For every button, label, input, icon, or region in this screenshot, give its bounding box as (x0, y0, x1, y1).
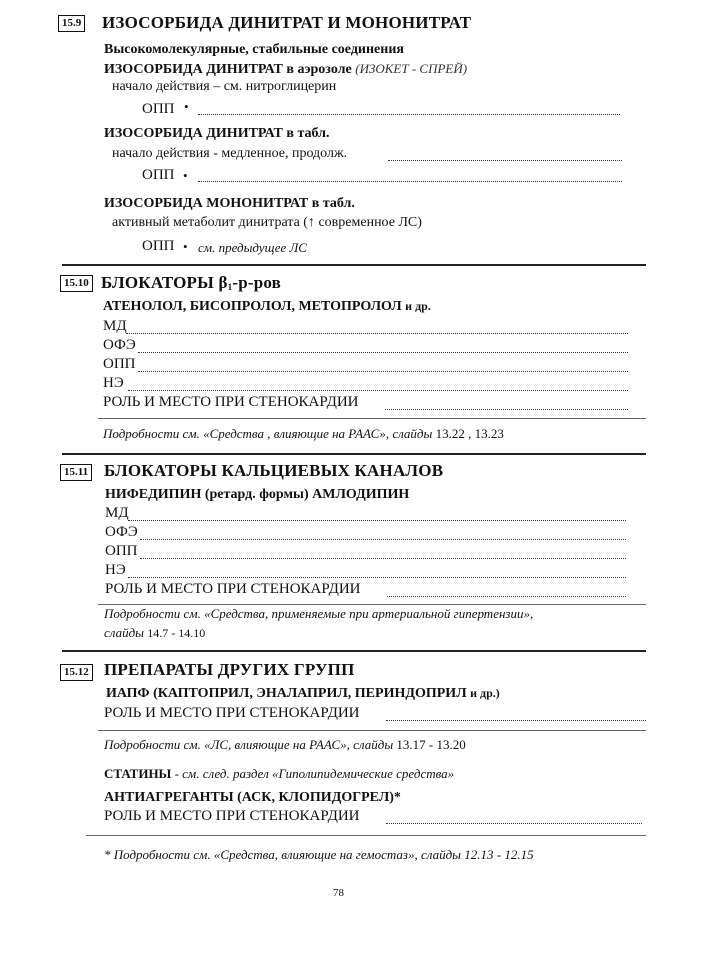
section-number-15-9: 15.9 (58, 15, 85, 32)
footnote-slides: 12.13 - 12.15 (464, 847, 534, 862)
blank-line-role-antiagr[interactable] (386, 823, 642, 824)
aerosol-note: (ИЗОКЕТ - СПРЕЙ) (355, 61, 468, 76)
bullet-icon: • (183, 239, 188, 254)
row-ofe: ОФЭ (103, 337, 136, 353)
blank-line-role-iapf[interactable] (386, 720, 646, 721)
beta-blockers-tail: и др. (405, 299, 431, 313)
row-role: РОЛЬ И МЕСТО ПРИ СТЕНОКАРДИИ (105, 581, 361, 597)
ref-hypertension-slides-label: слайды (104, 625, 144, 640)
section-title-15-12: ПРЕПАРАТЫ ДРУГИХ ГРУПП (104, 660, 355, 679)
opp-label-3: ОПП (142, 238, 175, 254)
row-ofe: ОФЭ (105, 524, 138, 540)
row-opp: ОПП (103, 356, 136, 372)
title-subscript: 1 (227, 282, 233, 292)
blank-line-md[interactable] (126, 333, 628, 334)
mononitrate-line: активный метаболит динитрата (↑ современное ЛС) (112, 215, 422, 230)
ref-raas-2-text: Подробности см. «ЛС, влияющие на РААС», слайды (104, 737, 394, 752)
tablet-dinitrate-title: ИЗОСОРБИДА ДИНИТРАТ в табл. (104, 126, 330, 141)
row-ne: НЭ (103, 375, 124, 391)
blank-line-ofe[interactable] (140, 539, 626, 540)
row-opp: ОПП (105, 543, 138, 559)
opp-3-note: см. предыдущее ЛС (198, 240, 307, 255)
aerosol-title (104, 61, 467, 78)
role-iapf: РОЛЬ И МЕСТО ПРИ СТЕНОКАРДИИ (104, 705, 360, 721)
ref-hypertension-2 (104, 625, 205, 641)
row-md: МД (103, 318, 127, 334)
subtitle-stable: Высокомолекулярные, стабильные соединения (104, 42, 404, 57)
title-part-b: -р-ров (232, 273, 282, 292)
blank-line-opp-2[interactable] (198, 181, 622, 182)
role-antiaggregants: РОЛЬ И МЕСТО ПРИ СТЕНОКАРДИИ (104, 808, 360, 824)
blank-line-role[interactable] (385, 409, 628, 410)
beta-blockers-list (103, 299, 431, 315)
iapf-drugs: ИАПФ (КАПТОПРИЛ, ЭНАЛАПРИЛ, ПЕРИНДОПРИЛ (106, 686, 467, 701)
bullet-icon: • (183, 168, 188, 183)
thin-divider (98, 730, 646, 731)
title-part-a: БЛОКАТОРЫ β (101, 273, 228, 292)
blank-line-opp-1[interactable] (198, 114, 620, 115)
antiaggregants-title: АНТИАГРЕГАНТЫ (АСК, КЛОПИДОГРЕЛ)* (104, 790, 401, 805)
blank-line-onset[interactable] (388, 160, 622, 161)
thin-divider (98, 418, 646, 419)
ref-raas (103, 426, 504, 442)
blank-line-ne[interactable] (128, 390, 628, 391)
opp-label-2: ОПП (142, 167, 175, 183)
page-number: 78 (333, 887, 344, 899)
ref-raas-2 (104, 737, 466, 753)
iapf-line (106, 686, 500, 702)
mononitrate-title: ИЗОСОРБИДА МОНОНИТРАТ в табл. (104, 196, 355, 211)
aerosol-title-text: ИЗОСОРБИДА ДИНИТРАТ в аэрозоле (104, 62, 352, 77)
thin-divider (98, 604, 646, 605)
bullet-icon: • (184, 99, 189, 114)
footnote-text: * Подробности см. «Средства, влияющие на гемостаз», слайды (104, 847, 461, 862)
ref-raas-text: Подробности см. «Средства , влияющие на РААС», слайды (103, 426, 433, 441)
ref-hypertension-slides: 14.7 - 14.10 (147, 626, 206, 640)
blank-line-opp[interactable] (138, 371, 628, 372)
section-number-15-10: 15.10 (60, 275, 93, 292)
section-number-15-12: 15.12 (60, 664, 93, 681)
beta-blockers-drugs: АТЕНОЛОЛ, БИСОПРОЛОЛ, МЕТОПРОЛОЛ (103, 299, 402, 314)
section-divider (62, 650, 646, 652)
blank-line-opp[interactable] (140, 558, 626, 559)
tablet-dinitrate-onset: начало действия - медленное, продолж. (112, 146, 348, 161)
statins-note: - см. след. раздел «Гиполипидемические средства» (174, 766, 455, 781)
statins-label: СТАТИНЫ (104, 766, 172, 781)
row-ne: НЭ (105, 562, 126, 578)
blank-line-ne[interactable] (128, 577, 626, 578)
statins-line (104, 766, 454, 782)
ccb-drugs: НИФЕДИПИН (ретард. формы) АМЛОДИПИН (105, 487, 410, 502)
section-title-15-11: БЛОКАТОРЫ КАЛЬЦИЕВЫХ КАНАЛОВ (104, 461, 444, 480)
ref-hypertension-1: Подробности см. «Средства, применяемые при артериальной гипертензии», (104, 606, 534, 621)
aerosol-onset: начало действия – см. нитроглицерин (112, 79, 337, 94)
section-title-15-10 (101, 273, 281, 293)
section-number-15-11: 15.11 (60, 464, 92, 481)
iapf-tail: и др.) (470, 686, 500, 700)
section-divider (62, 264, 646, 266)
ref-raas-slides: 13.22 , 13.23 (435, 426, 504, 441)
footnote-hemostasis (104, 847, 534, 863)
blank-line-md[interactable] (128, 520, 626, 521)
opp-label-1: ОПП (142, 101, 175, 117)
section-divider (62, 453, 646, 455)
row-role: РОЛЬ И МЕСТО ПРИ СТЕНОКАРДИИ (103, 394, 359, 410)
blank-line-role[interactable] (387, 596, 626, 597)
section-title-15-9: ИЗОСОРБИДА ДИНИТРАТ И МОНОНИТРАТ (102, 13, 472, 32)
ref-raas-2-slides: 13.17 - 13.20 (396, 737, 466, 752)
row-md: МД (105, 505, 129, 521)
thin-divider (86, 835, 646, 836)
blank-line-ofe[interactable] (138, 352, 628, 353)
